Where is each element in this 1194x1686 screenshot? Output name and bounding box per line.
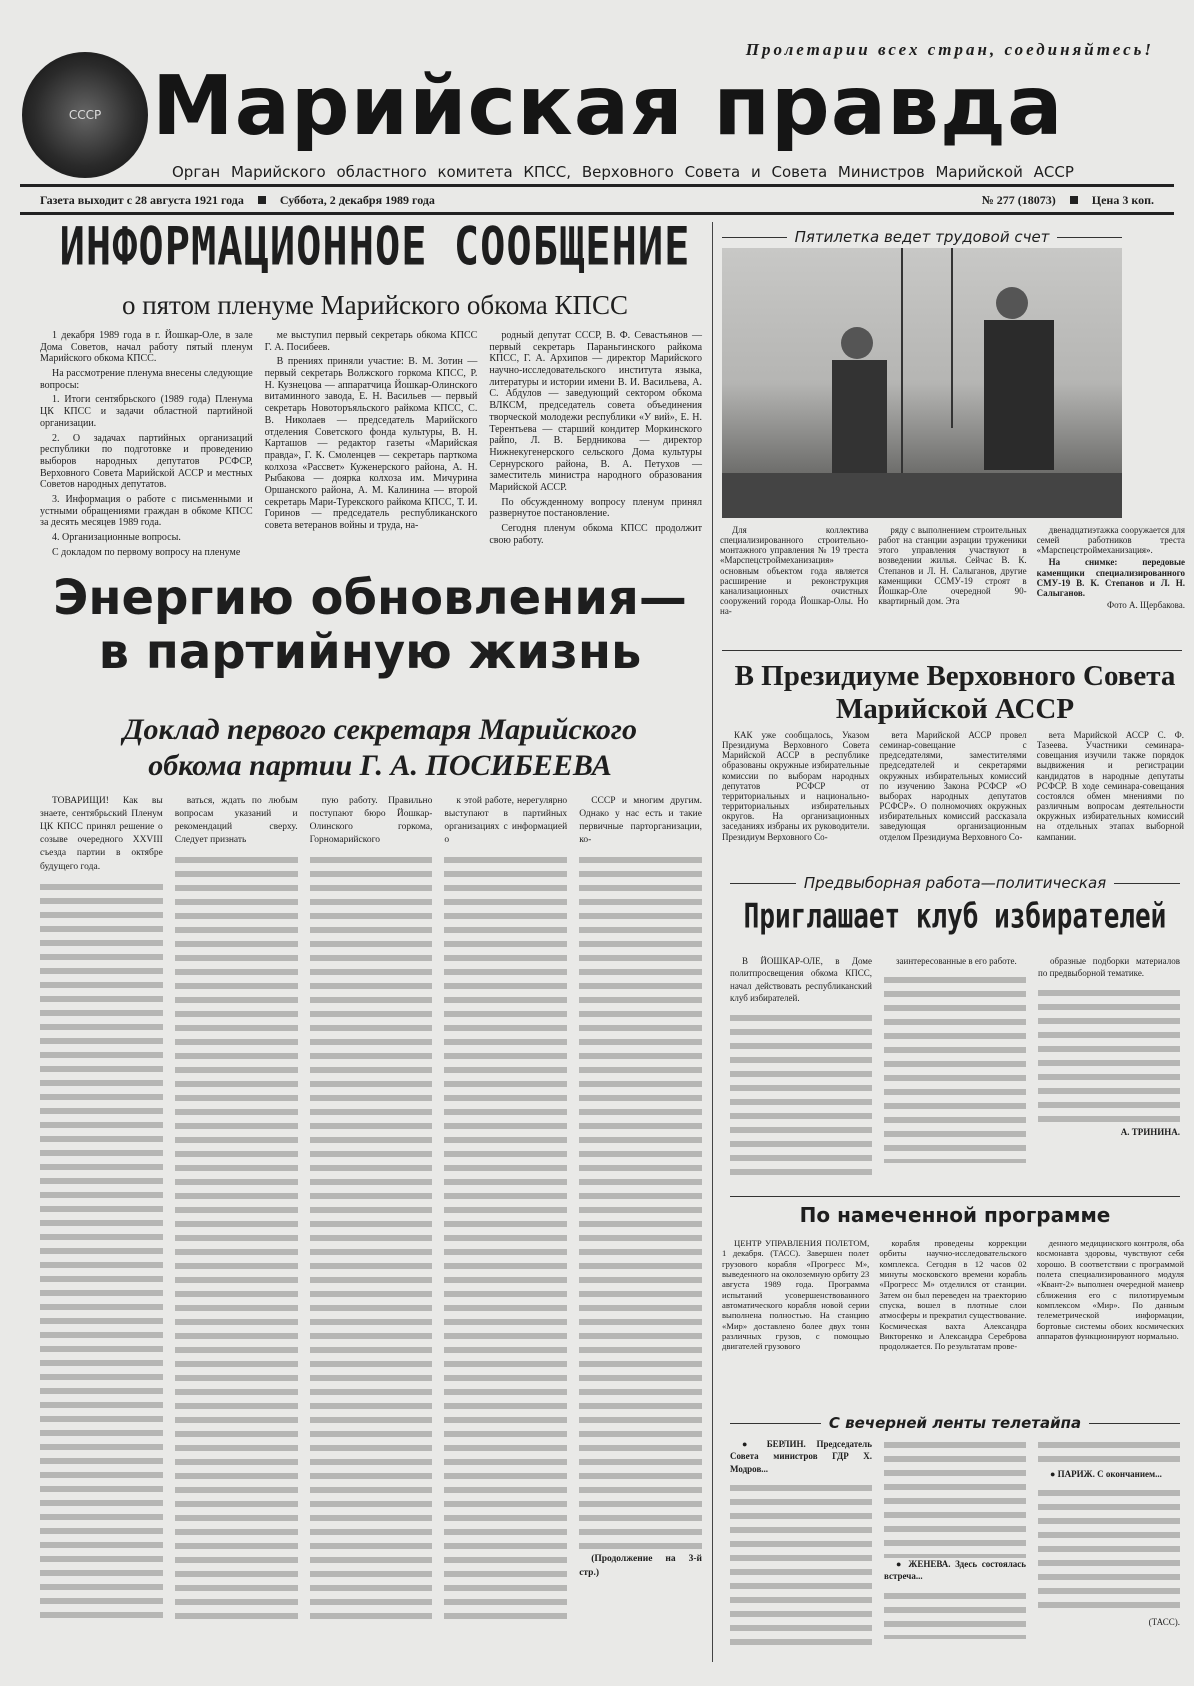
paragraph: 2. О задачах партийных организаций республики по подготовке и проведению выборов народных депутатов РСФСР, Верховного Совета Марийской АССР и местных Советов народных депутатов. (40, 432, 253, 491)
paragraph: На рассмотрение пленума внесены следующие вопросы: (40, 368, 253, 391)
photo-rubric: Пятилетка ведет трудовой счет (722, 228, 1122, 246)
paragraph: ● ЖЕНЕВА. Здесь состоялась встреча... (884, 1559, 1026, 1582)
paragraph: образные подборки материалов по предвыборной тематике. (1038, 956, 1180, 979)
info-subhead: о пятом пленуме Марийского обкома КПСС (121, 290, 629, 320)
paragraph: 1. Итоги сентябрьского (1989 года) Пленума ЦК КПСС и задачи областной партийной организации. (40, 394, 253, 429)
paragraph: 1 декабря 1989 года в г. Йошкар-Оле, в зале Дома Советов, начал работу пятый пленум Марийского обкома КПСС. (40, 330, 253, 365)
emblem-text: СССР (68, 108, 102, 122)
paragraph: пую работу. Правильно поступают бюро Йошкар-Олинского горкома, Горномарийского (309, 796, 433, 846)
report-column (579, 795, 702, 1635)
presidium-headline: В Президиуме Верховного Совета Марийской АССР (734, 660, 1176, 726)
paragraph: вета Марийской АССР С. Ф. Тазеева. Участники семинара-совещания изучили также порядок выдвижения и регистрации кандидатов в народные депутаты РСФСР. В ходе семинара-совещания состоялся обмен мнениями по различным вопросам деятельности окружных избирательных комиссий на отдельных этапах выборной кампании. (1036, 730, 1184, 842)
construction-workers-photo (722, 248, 1122, 518)
divider (20, 184, 1174, 187)
caption-text: двенадцатиэтажка сооружается для семей работников треста «Марспецстроймеханизация». (1036, 525, 1185, 556)
divider (722, 650, 1182, 651)
program-body (722, 1238, 1184, 1410)
paragraph: В ЙОШКАР-ОЛЕ, в Доме политпросвещения обкома КПСС, начал действовать республиканский клуб избирателей. (730, 956, 872, 1004)
paragraph: 4. Организационные вопросы. (52, 532, 181, 543)
report-column (444, 795, 567, 1635)
program-headline: По намеченной программе (799, 1203, 1111, 1227)
divider (730, 1196, 1180, 1197)
info-column-3 (489, 330, 702, 561)
paragraph: вета Марийской АССР провел семинар-совещание с председателями, заместителями председателей и секретарями окружных избирательных комиссий по изучению Закона РСФСР «О выборах народных депутатов РСФСР». О полномочиях окружных избирательных комиссий рассказала заведующая организационным отделом Президиума Верховного Со- (879, 730, 1027, 842)
paragraph: ме выступил первый секретарь обкома КПСС Г. А. Посибеев. (264, 330, 478, 353)
info-column-2 (265, 330, 478, 561)
presidium-body (722, 730, 1184, 844)
signoff: (ТАСС). (1148, 1617, 1180, 1628)
report-column (175, 795, 298, 1635)
club-body (730, 955, 1180, 1190)
teletype-rubric: С вечерней ленты телетайпа (730, 1414, 1180, 1432)
paragraph: ● БЕРЛИН. Председатель Совета министров ГДР Х. Модров... (730, 1439, 872, 1474)
caption-text: Для коллектива специализированного строительно-монтажного управления № 19 треста «Марспецстроймеханизация» основным объектом года является расширение и реконструкция канализационных очистных сооружений города Йошкар-Олы. Но на- (720, 525, 869, 617)
masthead-organ: Орган Марийского областного комитета КПСС, Верховного Совета и Совета Министров Марийской АССР (172, 163, 1074, 181)
info-body (40, 330, 702, 561)
photo-illustration (722, 248, 1122, 518)
dateline-right (982, 193, 1154, 208)
photo-caption (720, 525, 1185, 618)
issue-number: № 277 (18073) (981, 193, 1056, 207)
bullet-icon (258, 196, 266, 204)
paragraph: ● ПАРИЖ. С окончанием... (1050, 1469, 1162, 1479)
order-emblem-icon (22, 52, 148, 178)
paragraph: В прениях приняли участие: В. М. Зотин — первый секретарь Волжского горкома КПСС, Р. Н. Кузнецова — аппаратчица Йошкар-Олинского витаминного завода, Е. Н. Васильев — первый секретарь Новоторъяльского райкома КПСС, С. В. Николаев — председатель Марийского отделения Советского фонда культуры, В. Н. Карташов — редактор газеты «Марийская правда», Г. К. Смоленцев — секретарь парткома колхоза «Рассвет» Куженерского района, А. Н. Рыбакова — доярка колхоза им. Мичурина Оршанского района, А. М. Калинина — второй секретарь Мари-Турекского райкома КПСС, Т. И. Горинов — председатель республиканского совета ветеранов войны и труда, на- (264, 356, 478, 531)
caption-text: На снимке: передовые каменщики специализированного СМУ-19 В. К. Степанов и Л. Н. Салыганов. (1036, 557, 1185, 598)
club-rubric: Предвыборная работа—политическая (730, 874, 1180, 892)
info-column-1 (40, 330, 253, 561)
paragraph: КАК уже сообщалось, Указом Президиума Верховного Совета Марийской АССР в республике образованы окружные избирательные комиссии по выборам народных депутатов РСФСР от территориальных и национально-территориальных избирательных округов. На организационных заседаниях избраны их руководители. Президиум Верховного Со- (722, 730, 870, 842)
paragraph: Сегодня пленум обкома КПСС продолжит свою работу. (489, 523, 703, 546)
price: Цена 3 коп. (1091, 193, 1154, 207)
paragraph: ЦЕНТР УПРАВЛЕНИЯ ПОЛЕТОМ, 1 декабря. (ТАСС). Завершен полет грузового корабля «Прогресс М», выведенного на околоземную орбиту 23 августа 1989 года. Программа испытаний усовершенствованного автоматического корабля новой серии выполнена полностью. На станцию «Мир» доставлено более двух тонн различных грузов, с помощью двигателей грузового (722, 1238, 870, 1352)
continued-note: (Продолжение на 3-й стр.) (579, 1554, 702, 1578)
issue-date: Суббота, 2 декабря 1989 года (279, 193, 435, 207)
paragraph: СССР и многим другим. Однако у нас есть и такие первичные парторганизации, ко- (579, 796, 702, 846)
paragraph: По обсужденному вопросу пленум принял развернутое постановление. (489, 496, 703, 520)
paragraph: 3. Информация о работе с письменными и устными обращениями граждан в обкоме КПСС за десять месяцев 1989 года. (40, 493, 253, 529)
club-headline: Приглашает клуб избирателей (743, 897, 1167, 937)
paragraph: заинтересованные в его работе. (896, 956, 1017, 966)
paragraph: ваться, ждать по любым вопросам указаний и рекомендаций сверху. Следует признать (174, 796, 298, 846)
report-subhead: Доклад первого секретаря Марийского обкома партии Г. А. ПОСИБЕЕВА (123, 713, 637, 782)
paragraph: ТОВАРИЩИ! Как вы знаете, сентябрьский Пленум ЦК КПСС принял решение о созыве очередного XXVIII съезда партии в октябре будущего года. (40, 796, 163, 872)
headline-line: в партийную жизнь (98, 623, 642, 680)
info-headline: ИНФОРМАЦИОННОЕ СООБЩЕНИЕ (59, 215, 691, 277)
teletype-body (730, 1438, 1180, 1658)
report-column (40, 795, 163, 1635)
column-divider (712, 222, 713, 1662)
paragraph: корабля проведены коррекции орбиты научно-исследовательского комплекса. Сегодня в 12 часов 02 минуты московского времени корабль «Прогресс М» отделился от станции. Затем он был переведен на траекторию спуска, вошел в плотные слои атмосферы и прекратил существование. Космическая вахта Александра Викторенко и Александра Сереброва продолжается. По результатам прове- (879, 1238, 1027, 1352)
since-line: Газета выходит с 28 августа 1921 года (40, 193, 244, 207)
bullet-icon (1070, 196, 1078, 204)
newspaper-title: Марийская правда (152, 59, 1064, 154)
report-column (310, 795, 433, 1635)
signature: А. ТРИНИНА. (1120, 1126, 1180, 1137)
dateline-left (40, 193, 435, 208)
caption-text: ряду с выполнением строительных работ на станции аэрации труженики этого управления участвуют в возведении жилья. Сейчас В. К. Степанов и Л. Н. Салыганов, другие каменщики ССМУ-19 строят в Йошкар-Оле очередной 90-квартирный дом. Эта (878, 525, 1027, 607)
masthead-motto: Пролетарии всех стран, соединяйтесь! (745, 40, 1154, 59)
photo-credit: Фото А. Щербакова. (1106, 600, 1185, 611)
headline-line: Энергию обновления— (53, 570, 687, 626)
report-body (40, 795, 702, 1635)
report-headline (40, 572, 700, 680)
paragraph: денного медицинского контроля, оба космонавта здоровы, чувствуют себя хорошо. В соответствии с программой полета специализированного модуля «Квант-2» выполнен очередной маневр сближения его с пилотируемым комплексом «Мир». По данным телеметрической информации, бортовые системы обоих космических аппаратов функционируют нормально. (1036, 1238, 1184, 1341)
divider (20, 212, 1174, 215)
paragraph: родный депутат СССР, В. Ф. Севастьянов — первый секретарь Параньгинского райкома КПСС, Г. А. Архипов — директор Марийского научно-исследовательского института языка, литературы и истории имени В. И. Васильева, А. С. Абдулов — заведующий сектором обкома ВЛКСМ, председатель совета объединения творческой молодежи республики «У вий», Е. Н. Терентьева — старший кондитер Моркинского райпо, Л. В. Бердникова — директор Нижнекугенерского сельского Дома культуры Сернурского района, В. А. Петухов — заместитель министра народного образования Марийской АССР. (489, 330, 703, 493)
paragraph: к этой работе, нерегулярно выступают в партийных организациях с информацией о (444, 796, 568, 846)
paragraph: С докладом по первому вопросу на пленуме (52, 546, 241, 558)
